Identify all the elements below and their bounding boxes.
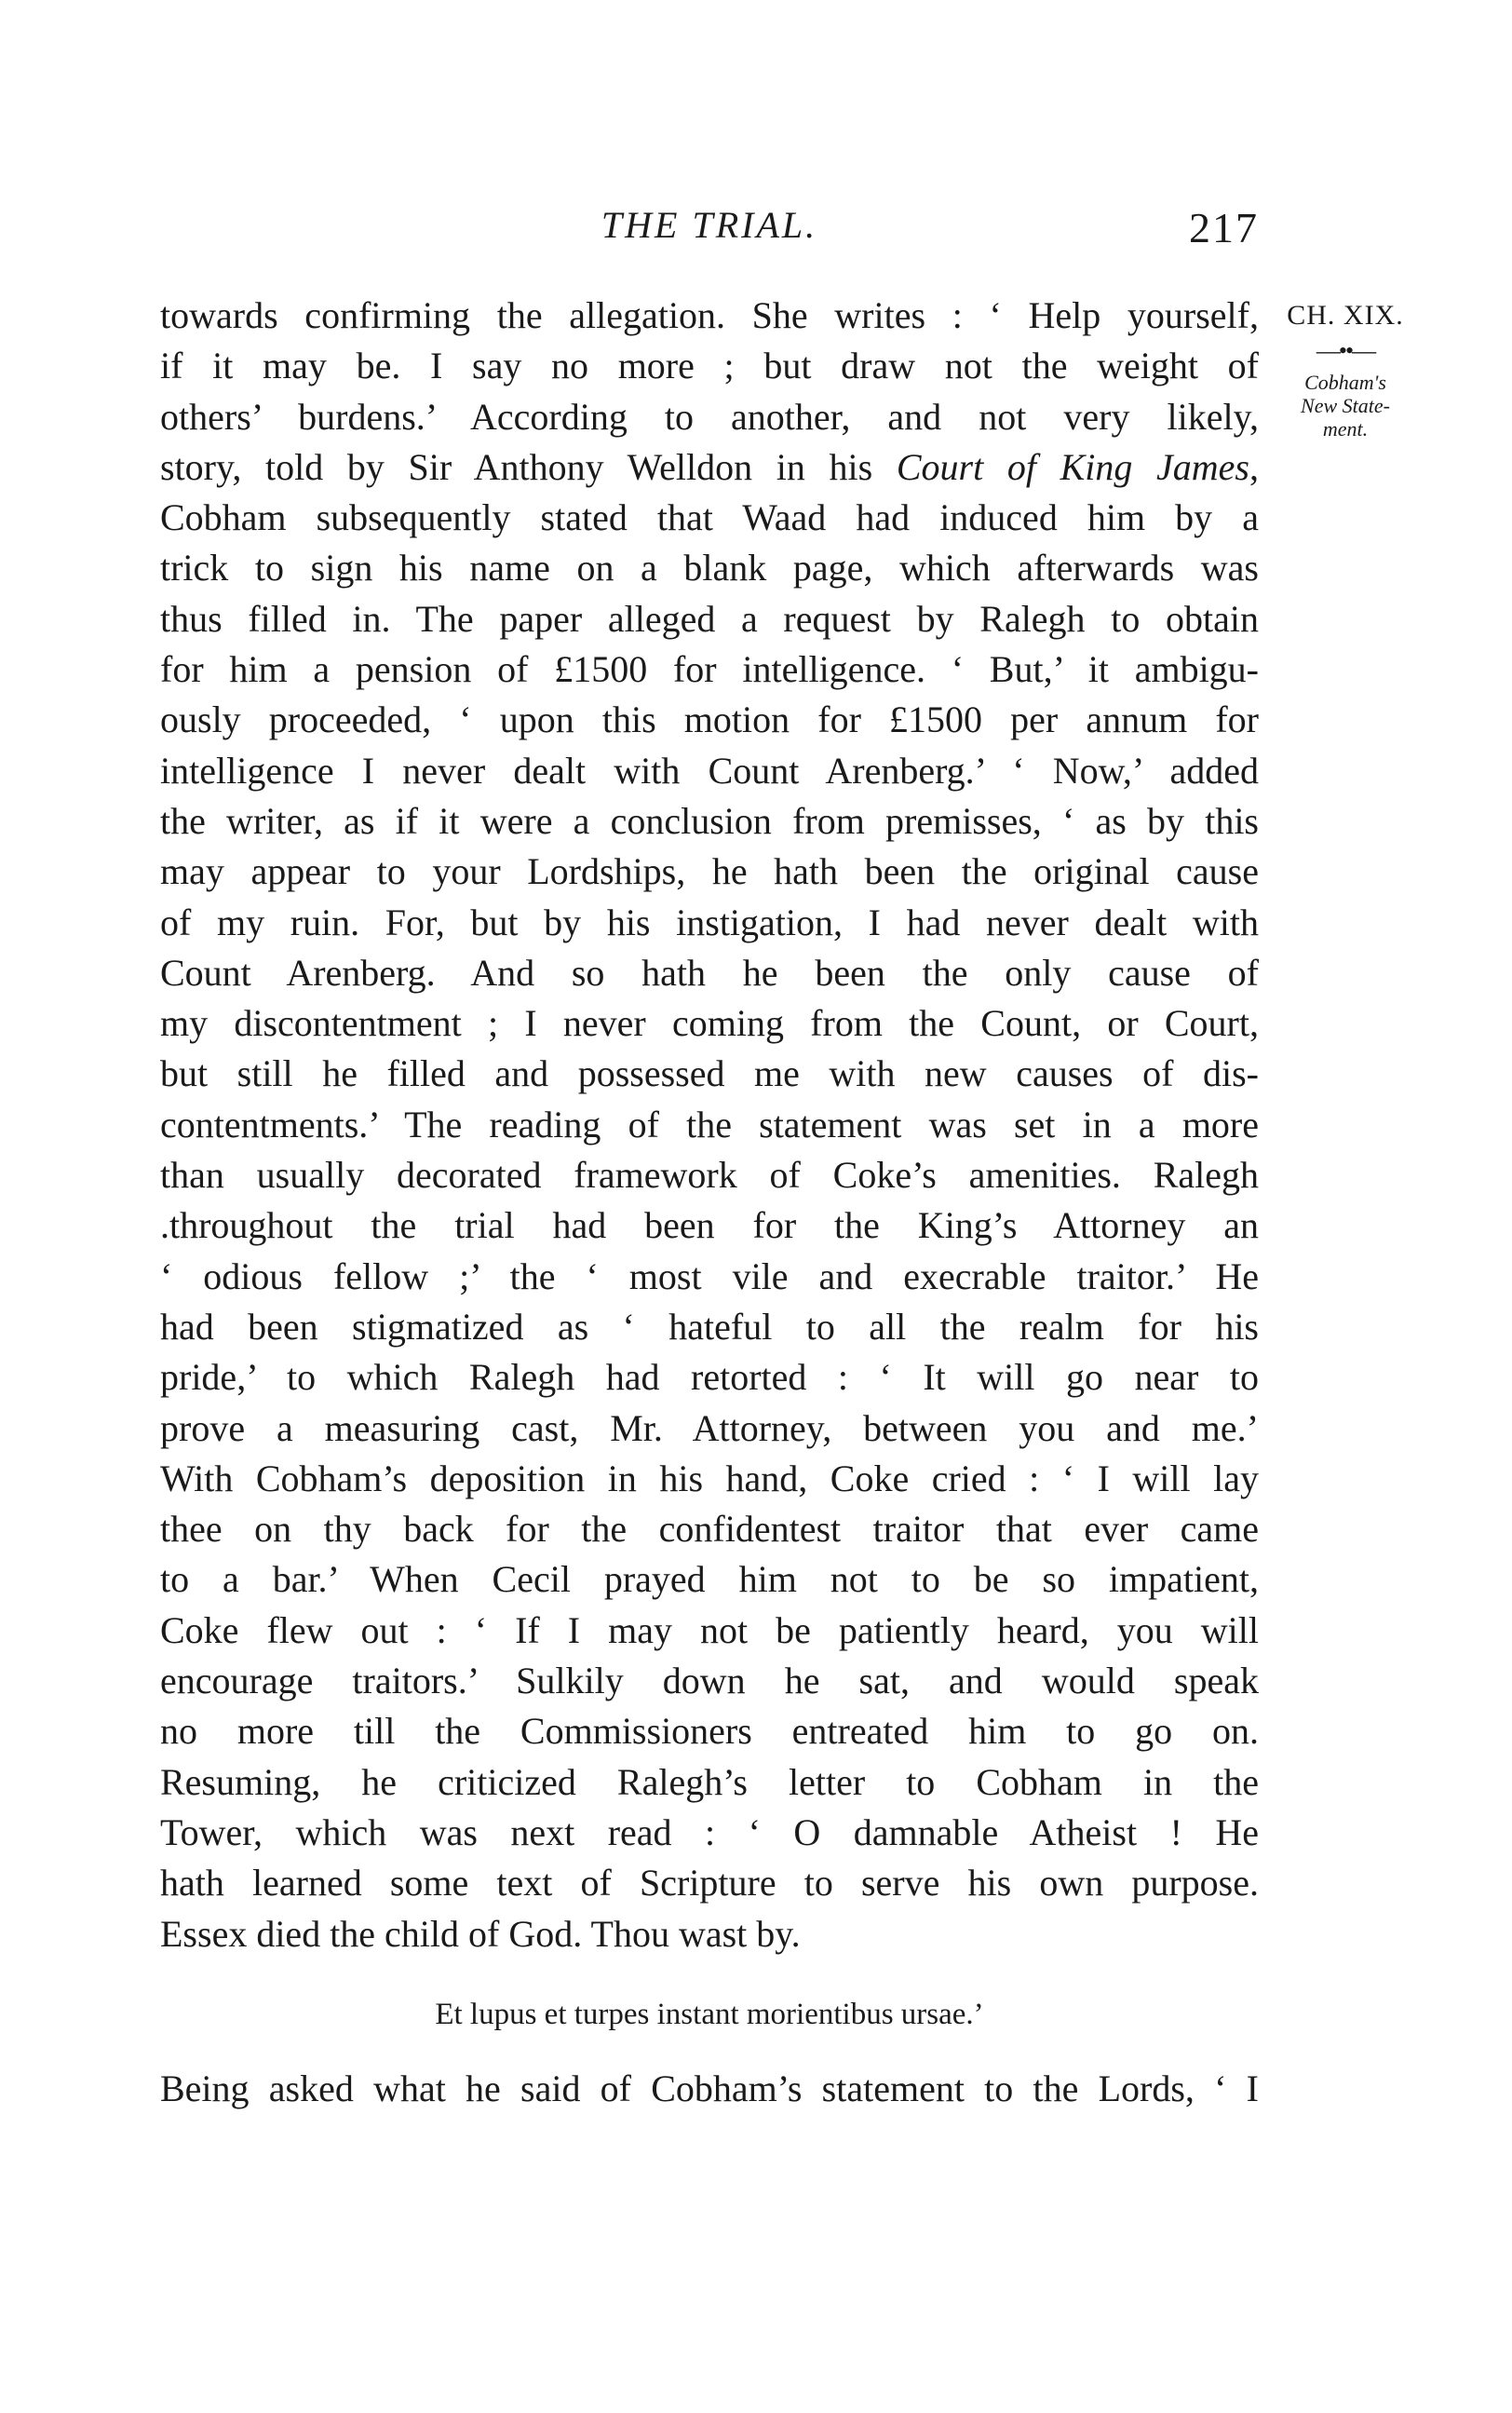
gloss-line: ment. <box>1322 417 1369 441</box>
ornament-rule-icon: —••— <box>1316 337 1375 364</box>
text-line: prove a measuring cast, Mr. Attorney, between you and me.’ <box>160 1406 1259 1449</box>
text-line: .throughout the trial had been for the King’s Attorney an <box>160 1204 1259 1247</box>
book-title: Court of King James <box>896 445 1249 488</box>
text-line: to a bar.’ When Cecil prayed him not to be so impatient, <box>160 1558 1259 1601</box>
text-line: Being asked what he said of Cobham’s statement to the Lords, ‘ I <box>160 2067 1259 2109</box>
text-line: thee on thy back for the confidentest traitor that ever came <box>160 1508 1259 1551</box>
text-line: ously proceeded, ‘ upon this motion for £1500 per annum for <box>160 698 1259 741</box>
page-number: 217 <box>1189 204 1259 251</box>
body-paragraph <box>160 291 1259 1959</box>
text-line: of my ruin. For, but by his instigation, I had never dealt with <box>160 901 1259 943</box>
text-line: the writer, as if it were a conclusion from premisses, ‘ as by this <box>160 799 1259 842</box>
text-line: towards confirming the allegation. She writes : ‘ Help yourself, <box>160 294 1259 336</box>
text-line: With Cobham’s deposition in his hand, Coke cried : ‘ I will lay <box>160 1457 1259 1499</box>
text-line: trick to sign his name on a blank page, which afterwards was <box>160 547 1259 590</box>
gloss-line: New State- <box>1301 394 1390 417</box>
chapter-label: CH. XIX. <box>1287 300 1404 331</box>
running-head <box>160 203 1259 259</box>
text-line: Cobham subsequently stated that Waad had induced him by a <box>160 496 1259 539</box>
text-line: may appear to your Lordships, he hath been the original cause <box>160 850 1259 893</box>
text-line: no more till the Commissioners entreated him to go on. <box>160 1710 1259 1753</box>
next-paragraph <box>160 2064 1259 2114</box>
text-line: for him a pension of £1500 for intelligence. ‘ But,’ it ambigu- <box>160 648 1259 691</box>
text-line: pride,’ to which Ralegh had retorted : ‘ It will go near to <box>160 1356 1259 1399</box>
text-line: intelligence I never dealt with Count Arenberg.’ ‘ Now,’ added <box>160 749 1259 792</box>
text-line: had been stigmatized as ‘ hateful to all the realm for his <box>160 1305 1259 1348</box>
text-line: Resuming, he criticized Ralegh’s letter to Cobham in the <box>160 1760 1259 1803</box>
text-line: but still he filled and possessed me with new causes of dis- <box>160 1052 1259 1095</box>
text-line: thus filled in. The paper alleged a request by Ralegh to obtain <box>160 597 1259 640</box>
text-line: Tower, which was next read : ‘ O damnable Atheist ! He <box>160 1810 1259 1853</box>
text-line: Essex died the child of God. Thou wast by. <box>160 1912 801 1955</box>
text-line-with-title: story, told by Sir Anthony Welldon in his Court of King James, <box>160 445 1259 488</box>
text-line: hath learned some text of Scripture to serve his own purpose. <box>160 1862 1259 1905</box>
margin-note <box>1266 291 1424 441</box>
gloss-line: Cobham's <box>1304 371 1386 394</box>
text-line: others’ burdens.’ According to another, and not very likely, <box>160 395 1259 438</box>
text-line: contentments.’ The reading of the statement was set in a more <box>160 1103 1259 1145</box>
text-line: Coke flew out : ‘ If I may not be patiently heard, you will <box>160 1608 1259 1651</box>
running-title: THE TRIAL. <box>601 204 818 246</box>
text-line: my discontentment ; I never coming from the Count, or Court, <box>160 1002 1259 1045</box>
text-line: ‘ odious fellow ;’ the ‘ most vile and execrable traitor.’ He <box>160 1254 1259 1297</box>
text-line: than usually decorated framework of Coke’s amenities. Ralegh <box>160 1154 1259 1197</box>
latin-quotation: Et lupus et turpes instant morientibus ursae.’ <box>435 1998 984 2031</box>
text-line: Count Arenberg. And so hath he been the only cause of <box>160 951 1259 994</box>
text-line: encourage traitors.’ Sulkily down he sat, and would speak <box>160 1660 1259 1702</box>
margin-gloss <box>1266 371 1424 441</box>
text-line: if it may be. I say no more ; but draw not the weight of <box>160 345 1259 387</box>
